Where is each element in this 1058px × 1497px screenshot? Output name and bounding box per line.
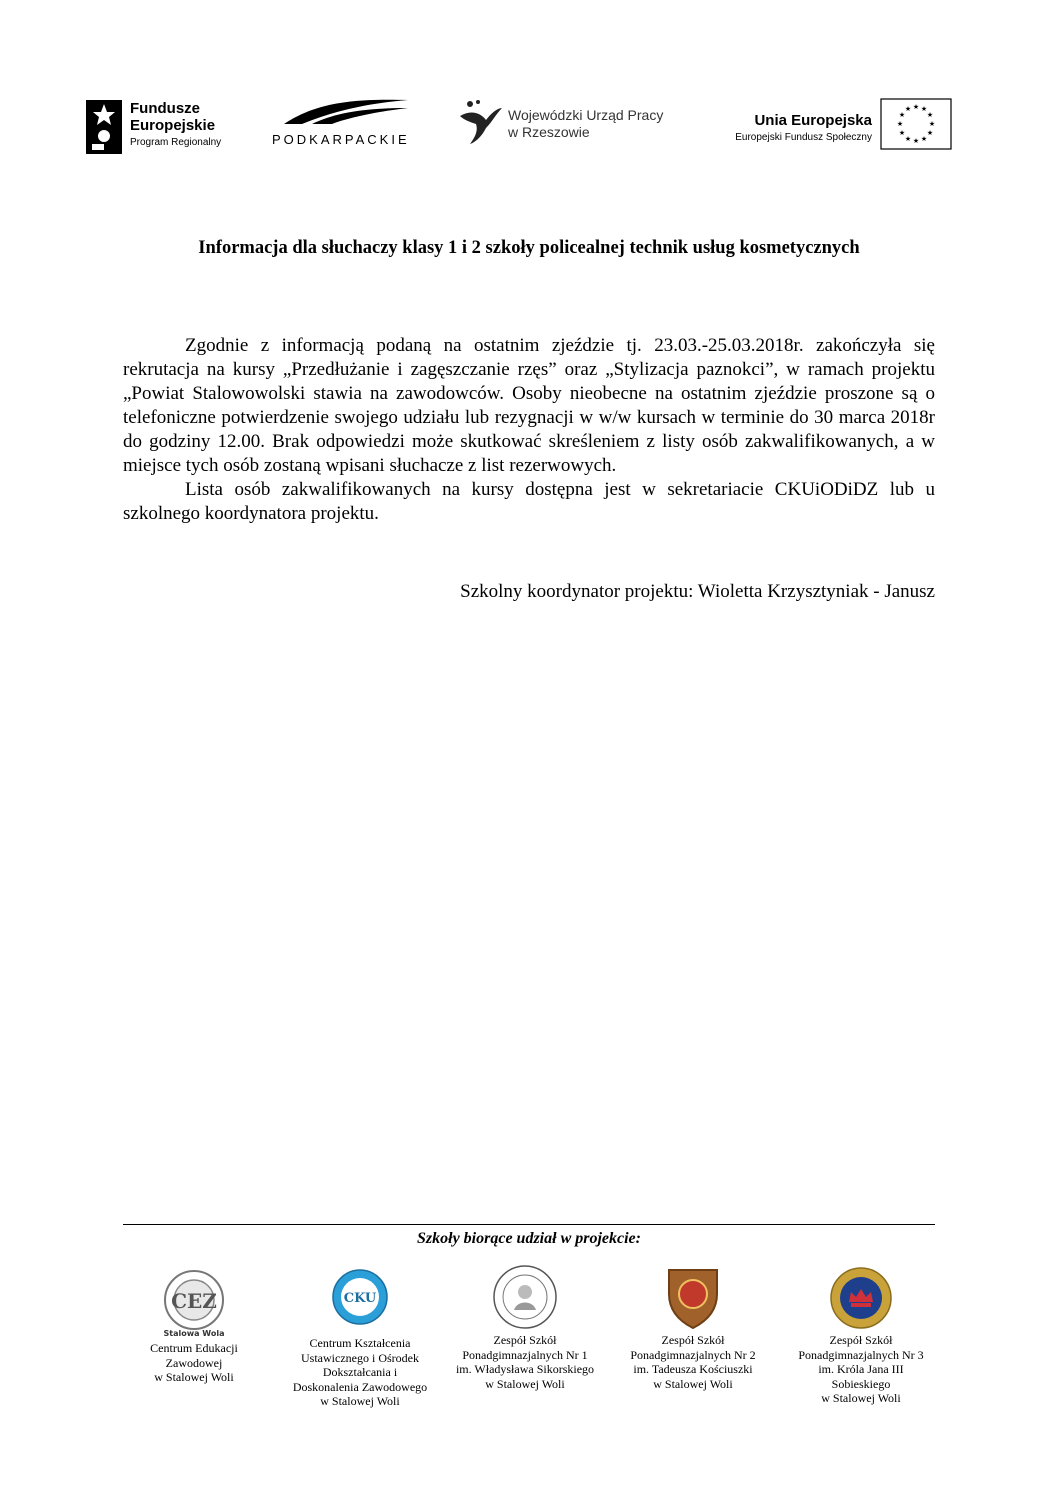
- fundusze-europejskie-logo: [84, 98, 244, 158]
- svg-text:★: ★: [904, 135, 912, 143]
- svg-text:★: ★: [920, 105, 928, 113]
- document-title: Informacja dla słuchaczy klasy 1 i 2 szkoły policealnej technik usług kosmetycznych: [198, 238, 860, 258]
- signature: Szkolny koordynator projektu: Wioletta Krzysztyniak - Janusz: [460, 581, 935, 602]
- wup-line1: Wojewódzki Urząd Pracy: [508, 107, 664, 123]
- fundusze-line2: Europejskie: [130, 117, 216, 134]
- school-zsp1: [450, 1264, 600, 1391]
- fundusze-line1: Fundusze: [130, 100, 200, 117]
- fundusze-line3: Program Regionalny: [130, 137, 222, 148]
- unia-europejska-logo: [722, 98, 952, 154]
- svg-text:★: ★: [926, 129, 934, 137]
- svg-text:★: ★: [898, 111, 906, 119]
- wup-line2: w Rzeszowie: [508, 124, 590, 140]
- school-name: Centrum Edukacji Zawodowej w Stalowej Woli: [150, 1341, 238, 1384]
- ue-line1: Unia Europejska: [754, 112, 872, 129]
- school-zsp3: [786, 1266, 936, 1406]
- footer-divider: [123, 1224, 935, 1225]
- podkarpackie-logo: [272, 96, 422, 151]
- eu-flag-icon: [880, 98, 952, 150]
- school-name: Zespół Szkół Ponadgimnazjalnych Nr 2 im. Tadeusza Kościuszki w Stalowej Woli: [630, 1333, 756, 1391]
- school-name: Zespół Szkół Ponadgimnazjalnych Nr 1 im. Władysława Sikorskiego w Stalowej Woli: [455, 1333, 595, 1391]
- wup-logo: [456, 96, 696, 151]
- svg-text:★: ★: [928, 120, 936, 128]
- fundusze-europejskie-icon: [84, 98, 126, 156]
- svg-text:★: ★: [912, 103, 920, 111]
- zsp3-emblem-icon: [827, 1266, 895, 1330]
- school-name: Zespół Szkół Ponadgimnazjalnych Nr 3 im. Króla Jana III Sobieskiego w Stalowej Woli: [798, 1333, 924, 1405]
- cez-logo-caption: Stalowa Wola: [163, 1329, 225, 1338]
- podkarpackie-label: PODKARPACKIE: [272, 132, 410, 147]
- svg-text:★: ★: [920, 135, 928, 143]
- wup-bird-icon: [456, 96, 504, 146]
- cku-emblem-icon: [331, 1268, 389, 1326]
- cez-logo-text: CEZ: [171, 1289, 217, 1313]
- svg-text:★: ★: [926, 111, 934, 119]
- paragraph-1: Zgodnie z informacją podaną na ostatnim zjeździe tj. 23.03.-25.03.2018r. zakończyła się rekrutacja na kursy „Przedłużanie i zagęszczanie rzęs” oraz „Stylizacja paznokci”, w ramach projektu „Powiat Stalowowolski stawia na zawodowców. Osoby nieobecne na ostatnim zjeździe proszone są o telefoniczne potwierdzenie swojego udziału lub rezygnacji w w/w kursach w terminie do 30 marca 2018r do godziny 12.00. Brak odpowiedzi może skutkować skreśleniem z listy osób zakwalifikowanych, a w miejsce tych osób zostaną wpisani słuchacze z list rezerwowych.: [123, 335, 935, 476]
- svg-text:★: ★: [904, 105, 912, 113]
- zsp1-emblem-icon: [490, 1264, 560, 1330]
- paragraph-2: Lista osób zakwalifikowanych na kursy dostępna jest w sekretariacie CKUiODiDZ lub u szkolnego koordynatora projektu.: [123, 479, 935, 524]
- document-body: [123, 334, 935, 526]
- cku-logo-text: CKU: [343, 1291, 377, 1306]
- cez-emblem-icon: [158, 1268, 230, 1338]
- svg-text:★: ★: [912, 137, 920, 145]
- school-cku: [280, 1268, 440, 1409]
- school-zsp2: [618, 1264, 768, 1391]
- footer-title: Szkoły biorące udział w projekcie:: [417, 1230, 641, 1247]
- zsp2-shield-icon: [665, 1264, 721, 1330]
- ue-line2: Europejski Fundusz Społeczny: [735, 132, 872, 143]
- podkarpackie-mountains-icon: [282, 96, 410, 126]
- header-logos: [0, 92, 1058, 162]
- school-name: Centrum Kształcenia Ustawicznego i Ośrodek Dokształcania i Doskonalenia Zawodowego w Stalowej Woli: [292, 1336, 428, 1408]
- svg-text:★: ★: [898, 129, 906, 137]
- school-cez: [128, 1268, 260, 1385]
- svg-text:★: ★: [896, 120, 904, 128]
